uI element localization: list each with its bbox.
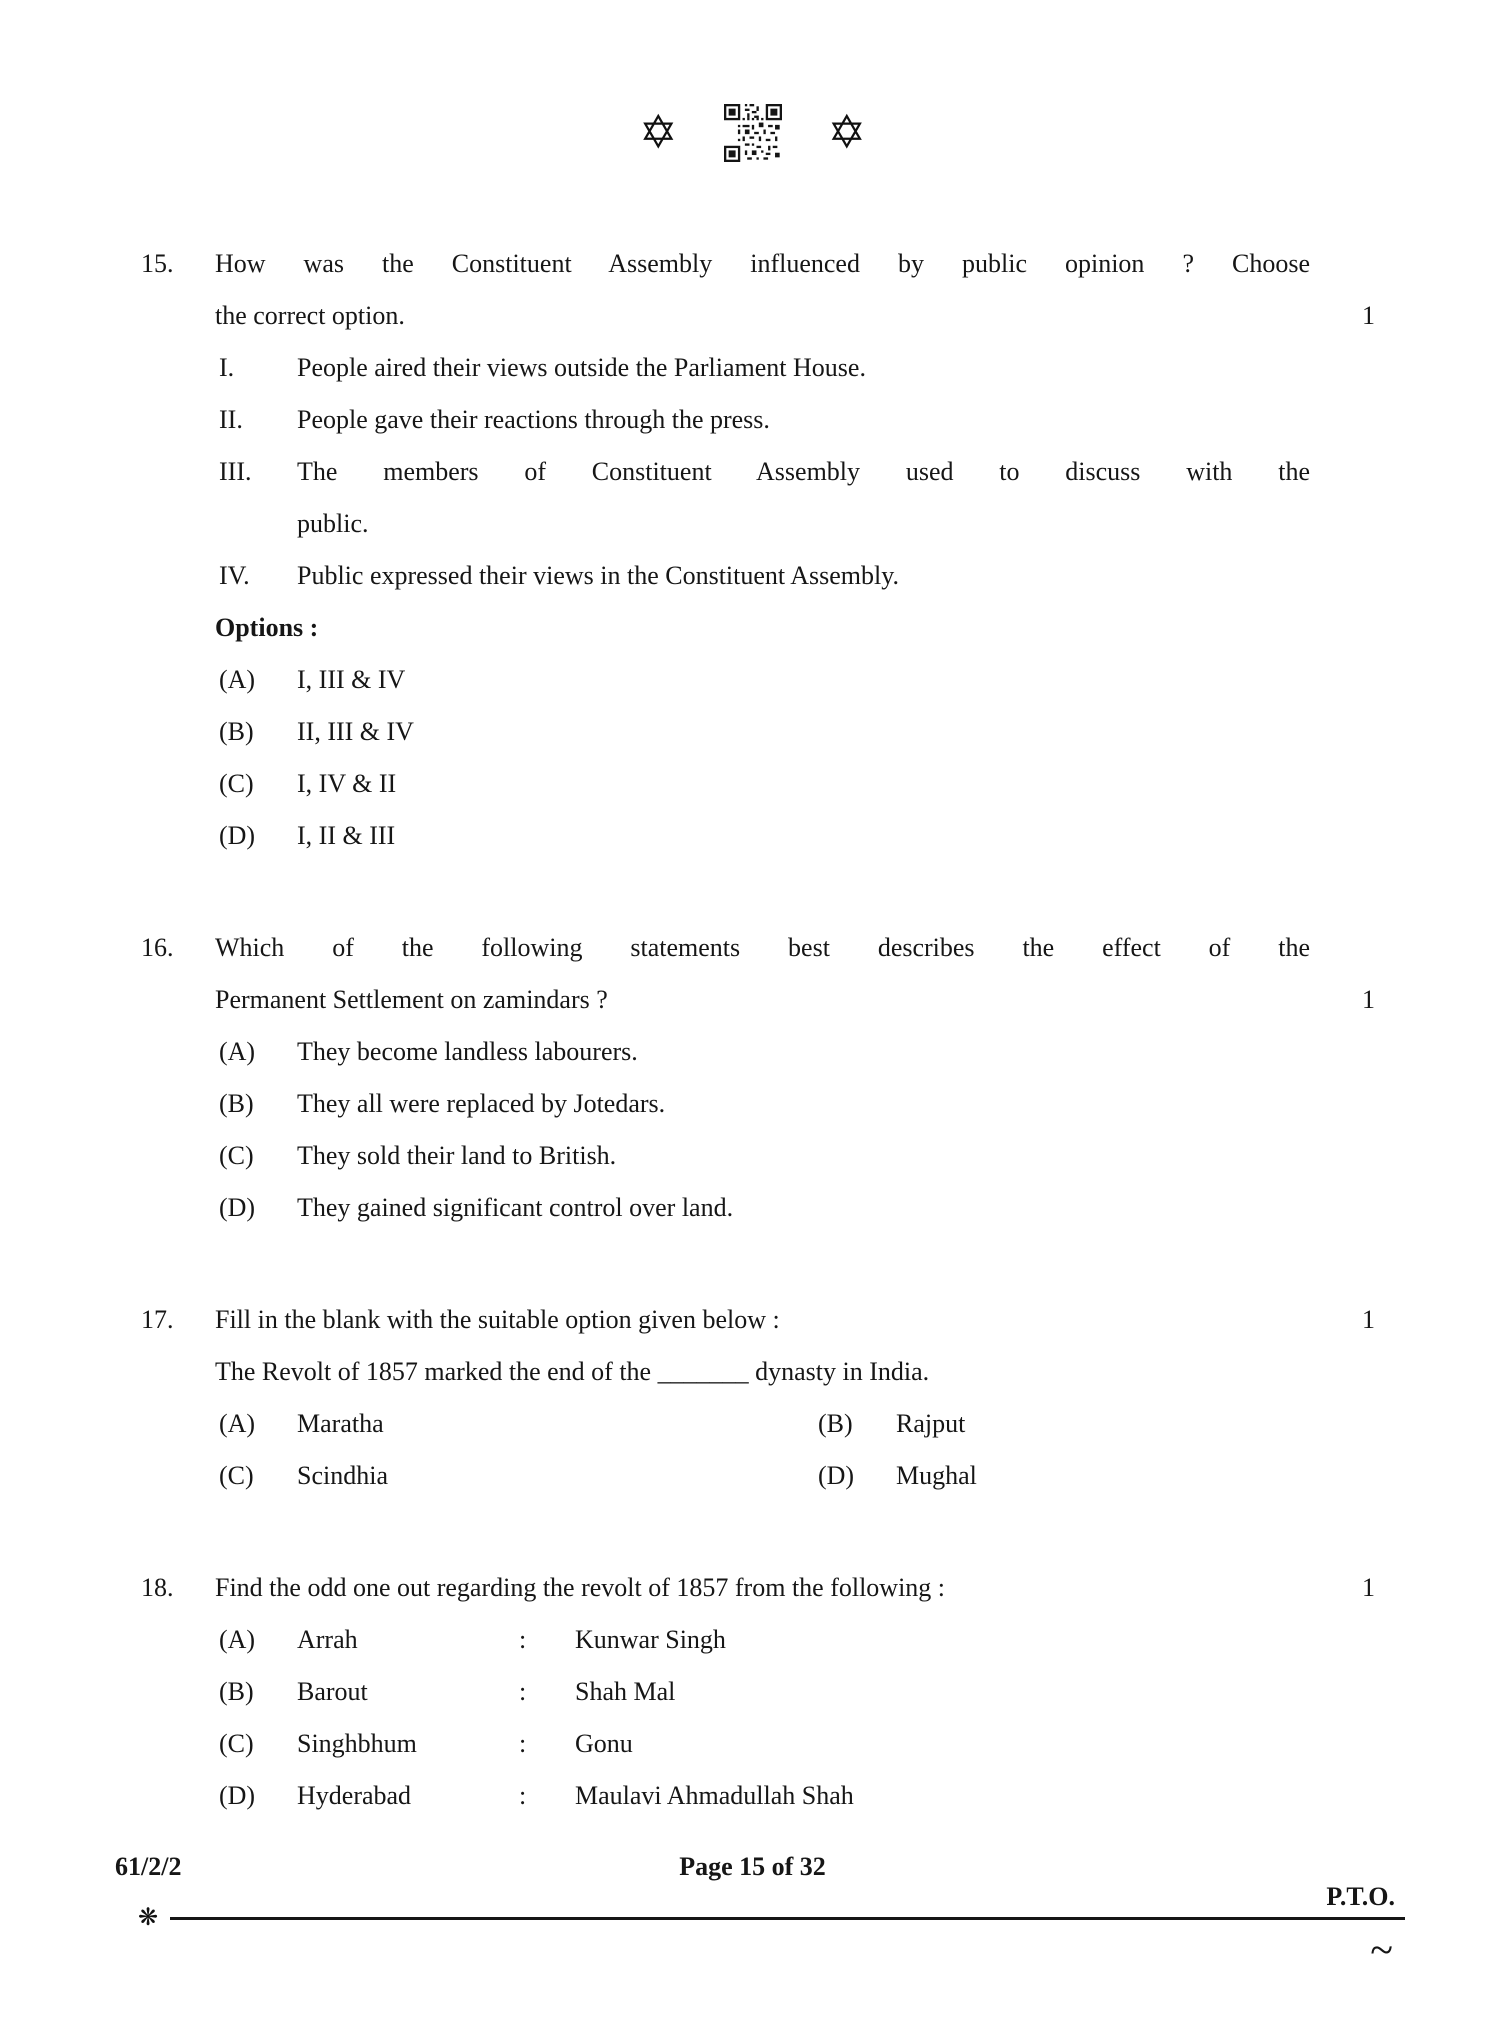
option-row: [215, 810, 1310, 862]
option-text: Mughal: [896, 1461, 977, 1490]
page-indicator: Page 15 of 32: [679, 1852, 826, 1881]
statement-text: The members of Constituent Assembly used to discuss with the: [297, 457, 1310, 486]
question-stem-line: Find the odd one out regarding the revolt of 1857 from the following :: [215, 1573, 946, 1602]
option-place: Arrah: [297, 1625, 358, 1654]
option-letter: (D): [219, 1193, 256, 1222]
question-number: 18.: [141, 1573, 174, 1602]
qr-code: [724, 104, 782, 162]
option-letter: (A): [219, 1625, 256, 1654]
page-top-decorations: [0, 104, 1505, 162]
option-text: They all were replaced by Jotedars.: [297, 1089, 666, 1118]
question-16: [141, 922, 1400, 1234]
option-letter: (A): [219, 1409, 256, 1438]
question-17: [141, 1294, 1400, 1502]
question-number: 15.: [141, 249, 174, 278]
option-text: They become landless labourers.: [297, 1037, 638, 1066]
option-separator: :: [519, 1781, 527, 1810]
option-letter: (B): [219, 1677, 254, 1706]
option-row: [215, 1182, 1310, 1234]
option-row: [215, 758, 1310, 810]
option-text: Rajput: [896, 1409, 966, 1438]
question-number: 16.: [141, 933, 174, 962]
option-separator: :: [519, 1625, 527, 1654]
option-text: I, III & IV: [297, 665, 406, 694]
option-letter: (C): [219, 769, 254, 798]
option-row: [215, 1026, 1310, 1078]
statement-item: [215, 550, 1310, 602]
option-letter: (B): [219, 717, 254, 746]
statement-numeral: II.: [219, 405, 243, 434]
option-separator: :: [519, 1677, 527, 1706]
statement-item: [215, 446, 1310, 550]
option-letter: (D): [219, 1781, 256, 1810]
option-letter: (A): [219, 665, 256, 694]
option-text: They sold their land to British.: [297, 1141, 617, 1170]
flower-icon: ❋: [138, 1905, 159, 1931]
option-row: [215, 654, 1310, 706]
option-letter: (B): [818, 1409, 853, 1438]
pto-label: P.T.O.: [1326, 1882, 1395, 1911]
option-row: [215, 1718, 1310, 1770]
option-row: [215, 1450, 1310, 1502]
option-text: II, III & IV: [297, 717, 414, 746]
option-text: I, II & III: [297, 821, 396, 850]
option-person: Maulavi Ahmadullah Shah: [575, 1781, 854, 1810]
option-letter: (C): [219, 1141, 254, 1170]
statement-item: [215, 394, 1310, 446]
question-stem-line: Which of the following statements best describes the effect of the: [215, 933, 1310, 962]
star-of-david-icon: ✡: [638, 107, 678, 158]
tilde-mark: ~: [1370, 1928, 1393, 1974]
horizontal-rule: [170, 1917, 1405, 1920]
question-18: [141, 1562, 1400, 1822]
option-letter: (D): [219, 821, 256, 850]
statement-numeral: III.: [219, 457, 252, 486]
question-marks: 1: [1362, 1305, 1375, 1334]
statement-text: People gave their reactions through the press.: [297, 405, 770, 434]
option-place: Hyderabad: [297, 1781, 412, 1810]
option-person: Shah Mal: [575, 1677, 676, 1706]
question-marks: 1: [1362, 1573, 1375, 1602]
option-row: [215, 1078, 1310, 1130]
option-row: [215, 1130, 1310, 1182]
option-text: I, IV & II: [297, 769, 397, 798]
option-person: Kunwar Singh: [575, 1625, 726, 1654]
option-letter: (D): [818, 1461, 855, 1490]
option-row: [215, 1770, 1310, 1822]
statement-numeral: I.: [219, 353, 235, 382]
star-of-david-icon: ✡: [827, 107, 867, 158]
option-separator: :: [519, 1729, 527, 1758]
paper-code: 61/2/2: [115, 1852, 182, 1881]
option-place: Barout: [297, 1677, 368, 1706]
option-person: Gonu: [575, 1729, 633, 1758]
option-text: Scindhia: [297, 1461, 388, 1490]
page-footer: [0, 1852, 1505, 1911]
questions-area: [141, 238, 1400, 1882]
fill-in-blank-line: The Revolt of 1857 marked the end of the _______ dynasty in India.: [215, 1357, 930, 1386]
option-text: They gained significant control over land.: [297, 1193, 734, 1222]
statement-text: public.: [297, 509, 369, 538]
option-row: [215, 1398, 1310, 1450]
question-stem-line: How was the Constituent Assembly influenced by public opinion ? Choose: [215, 249, 1310, 278]
question-15: [141, 238, 1400, 862]
option-text: Maratha: [297, 1409, 384, 1438]
options-heading: Options :: [215, 613, 319, 642]
option-place: Singhbhum: [297, 1729, 417, 1758]
question-marks: 1: [1362, 301, 1375, 330]
option-row: [215, 1666, 1310, 1718]
option-letter: (B): [219, 1089, 254, 1118]
option-row: [215, 1614, 1310, 1666]
question-stem-line: Permanent Settlement on zamindars ?: [215, 985, 608, 1014]
option-row: [215, 706, 1310, 758]
statement-item: [215, 342, 1310, 394]
question-marks: 1: [1362, 985, 1375, 1014]
statement-numeral: IV.: [219, 561, 250, 590]
statement-text: Public expressed their views in the Constituent Assembly.: [297, 561, 900, 590]
option-letter: (A): [219, 1037, 256, 1066]
footer-rule: [138, 1906, 1405, 1930]
question-stem-line: the correct option.: [215, 301, 405, 330]
question-number: 17.: [141, 1305, 174, 1334]
question-stem-line: Fill in the blank with the suitable option given below :: [215, 1305, 780, 1334]
option-letter: (C): [219, 1461, 254, 1490]
statement-text: People aired their views outside the Parliament House.: [297, 353, 866, 382]
option-letter: (C): [219, 1729, 254, 1758]
